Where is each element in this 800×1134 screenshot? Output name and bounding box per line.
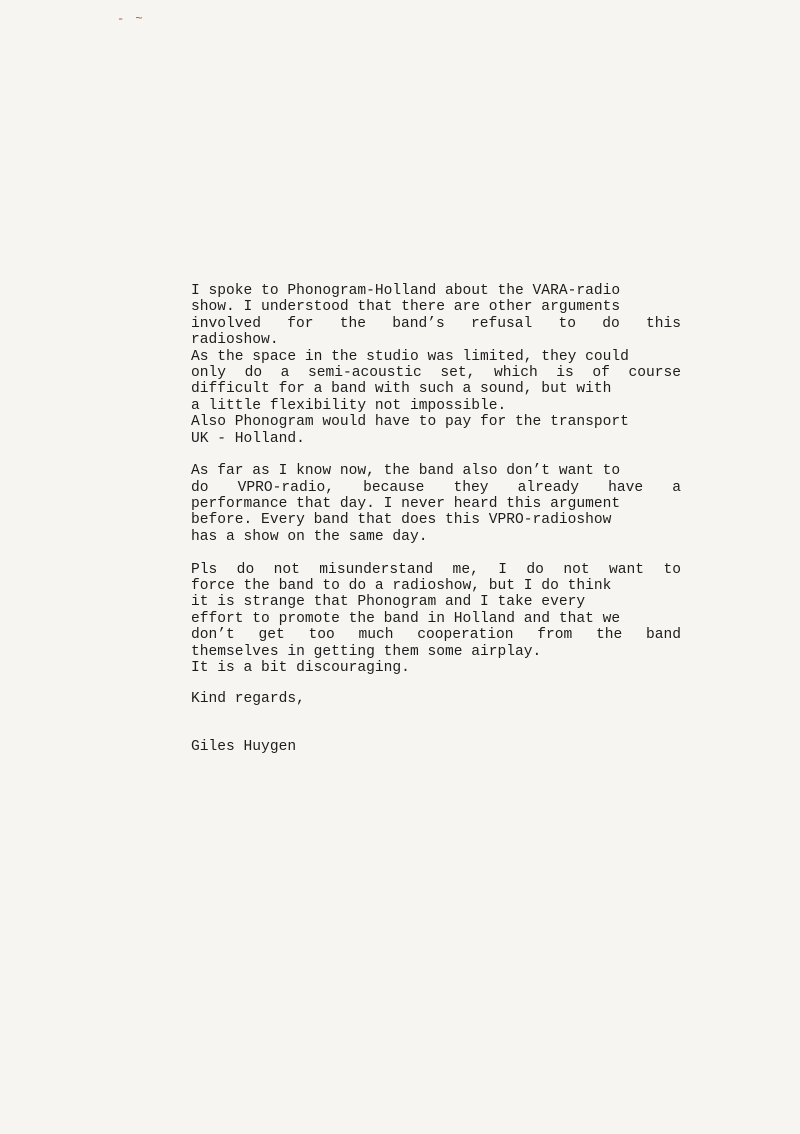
- paragraph-line: a little flexibility not impossible.: [191, 397, 507, 414]
- paragraph-line: do VPRO-radio, because they already have a: [191, 479, 681, 496]
- signature-name: Giles Huygen: [191, 739, 297, 755]
- paragraph-line: only do a semi-acoustic set, which is of course: [191, 364, 681, 381]
- paragraph-line: As the space in the studio was limited, they could: [191, 348, 629, 365]
- paragraph-line: show. I understood that there are other arguments: [191, 299, 621, 316]
- paragraph-line: As far as I know now, the band also don’t want to: [191, 463, 621, 480]
- paragraph-line: it is strange that Phonogram and I take every: [191, 594, 586, 611]
- paragraph-line: don’t get too much cooperation from the band: [191, 627, 681, 644]
- paragraph-line: effort to promote the band in Holland and that we: [191, 610, 621, 627]
- paragraph-line: has a show on the same day.: [191, 528, 428, 545]
- paragraph-line: UK - Holland.: [191, 430, 305, 447]
- paragraph-line: Also Phonogram would have to pay for the transport: [191, 414, 629, 431]
- paragraph-line: difficult for a band with such a sound, but with: [191, 381, 612, 398]
- paragraph-3: [191, 562, 681, 677]
- corner-mark: - ~: [117, 12, 145, 26]
- paragraph-2: [191, 463, 681, 545]
- paragraph-line: themselves in getting them some airplay.: [191, 643, 542, 660]
- paragraph-line: Pls do not misunderstand me, I do not want to: [191, 561, 681, 578]
- paragraph-line: before. Every band that does this VPRO-radioshow: [191, 512, 612, 529]
- paragraph-line: involved for the band’s refusal to do this: [191, 315, 681, 332]
- letter-body: [191, 283, 681, 676]
- paragraph-line: force the band to do a radioshow, but I do think: [191, 578, 612, 595]
- paragraph-gap: [191, 447, 681, 463]
- paragraph-line: radioshow.: [191, 332, 279, 349]
- paragraph-line: performance that day. I never heard this argument: [191, 496, 621, 513]
- closing-salutation: Kind regards,: [191, 691, 305, 707]
- paragraph-gap: [191, 545, 681, 561]
- paragraph-line: It is a bit discouraging.: [191, 659, 410, 676]
- paragraph-line: I spoke to Phonogram-Holland about the VARA-radio: [191, 283, 621, 299]
- paragraph-1: [191, 283, 681, 447]
